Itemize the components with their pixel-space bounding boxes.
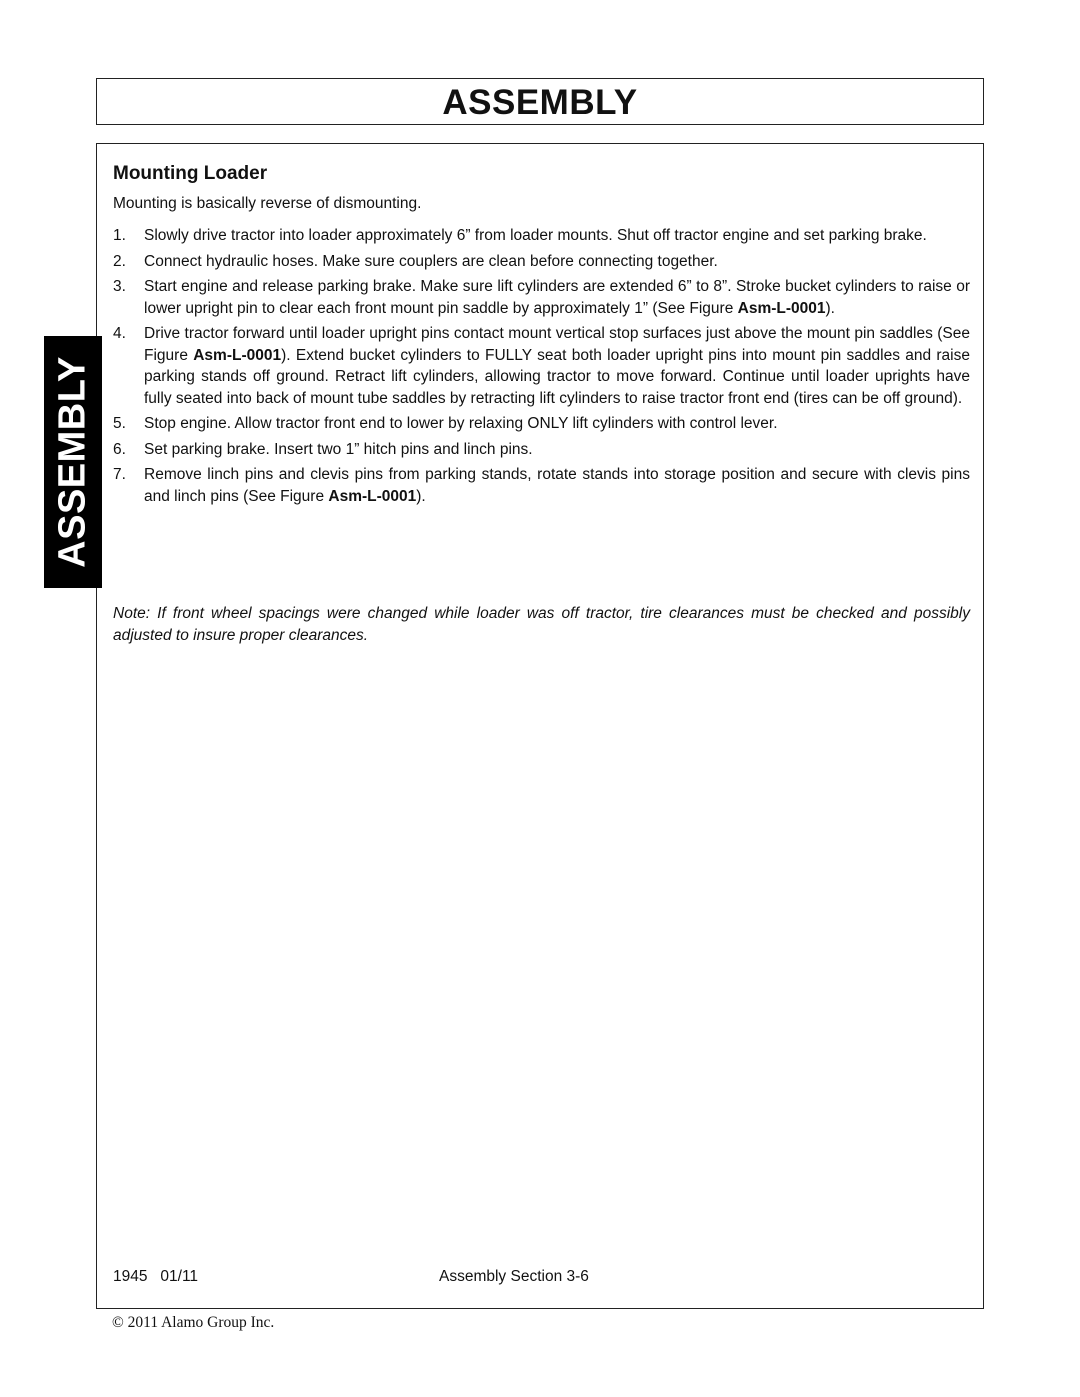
intro-text: Mounting is basically reverse of dismounting. [113, 195, 422, 212]
step-item [113, 276, 970, 319]
step-number: 2. [113, 252, 126, 270]
footer-date: 01/11 [160, 1268, 199, 1285]
side-tab-label: ASSEMBLY [51, 356, 94, 568]
step-number: 7. [113, 466, 126, 483]
step-text-tail: ). Extend bucket cylinders to FULLY seat both loader upright pins into mount pin saddles and raise parking stands off ground. Retract lift cylinders, allowing tractor to move forward. Continue until loader uprights have fully seated into back of mount tube saddles by retracting lift cylinders to raise tractor front end (tires can be off ground). [144, 346, 970, 407]
step-number: 1. [113, 227, 126, 244]
step-number: 5. [113, 415, 126, 432]
step-text: Stop engine. Allow tractor front end to lower by relaxing ONLY lift cylinders with control lever. [144, 415, 778, 432]
note-text: Note: If front wheel spacings were changed while loader was off tractor, tire clearances must be checked and possibly adjusted to insure proper clearances. [113, 605, 970, 644]
step-list [113, 225, 970, 511]
step-text: Set parking brake. Insert two 1” hitch pins and linch pins. [144, 440, 533, 458]
step-item [113, 323, 970, 409]
content-panel [96, 143, 984, 1309]
side-tab [44, 336, 102, 588]
copyright: © 2011 Alamo Group Inc. [112, 1314, 275, 1331]
step-item [113, 225, 970, 247]
figure-reference: Asm-L-0001 [737, 299, 826, 317]
footer-section-label: Assembly Section 3-6 [439, 1268, 589, 1285]
step-item [113, 464, 970, 507]
step-item [113, 439, 970, 461]
step-number: 4. [113, 325, 126, 342]
step-text: Drive tractor forward until loader upright pins contact mount vertical stop surfaces just above the mount pin saddles (See Figure [144, 325, 970, 364]
step-item [113, 413, 970, 435]
step-item [113, 251, 970, 273]
header-banner [96, 78, 984, 125]
footer-model: 1945 [113, 1268, 148, 1285]
step-text: Remove linch pins and clevis pins from parking stands, rotate stands into storage position and secure with clevis pins and linch pins (See Figure [144, 466, 970, 505]
figure-reference: Asm-L-0001 [328, 487, 417, 505]
step-text: Connect hydraulic hoses. Make sure couplers are clean before connecting together. [144, 252, 718, 270]
step-number: 6. [113, 440, 126, 458]
footer-model-date [113, 1268, 198, 1286]
step-text-tail: ). [416, 487, 426, 505]
header-title: ASSEMBLY [442, 83, 638, 122]
section-title: Mounting Loader [113, 163, 268, 184]
figure-reference: Asm-L-0001 [193, 346, 282, 364]
step-text: Start engine and release parking brake. Make sure lift cylinders are extended 6” to 8”. Stroke bucket cylinders to raise or lower upright pin to clear each front mount pin saddle by approximately 1” (See Figure [144, 278, 970, 317]
step-number: 3. [113, 278, 126, 295]
step-text-tail: ). [825, 299, 835, 317]
step-text: Slowly drive tractor into loader approximately 6” from loader mounts. Shut off tractor engine and set parking brake. [144, 227, 927, 244]
